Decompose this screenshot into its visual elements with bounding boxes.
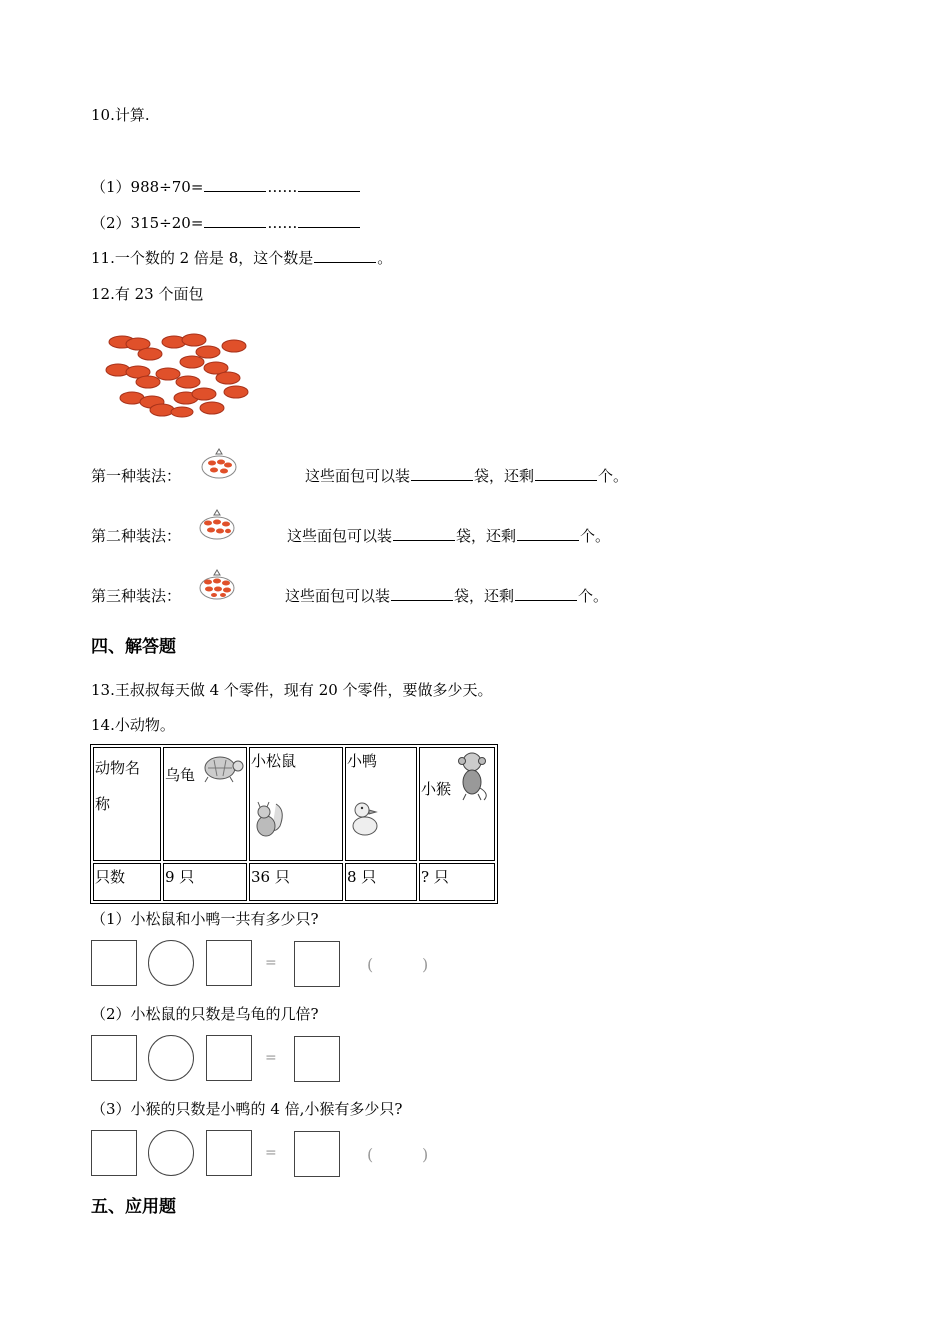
method-2-text3: 个。 (580, 527, 611, 545)
section-5-heading: 五、应用题 (91, 1197, 176, 1217)
operator-circle[interactable] (148, 1130, 194, 1176)
answer-blank[interactable] (204, 226, 266, 228)
header-label-line2: 称 (95, 795, 111, 813)
answer-blank[interactable] (298, 190, 360, 192)
animal-cell-squirrel (249, 747, 343, 861)
method-3-text (285, 585, 608, 606)
count-cell: ? 只 (419, 863, 495, 901)
answer-blank[interactable] (515, 599, 577, 601)
animal-cell-duck (345, 747, 417, 861)
answer-blank[interactable] (391, 599, 453, 601)
q10-title: 10.计算. (91, 106, 150, 124)
count-cell: 9 只 (163, 863, 247, 901)
answer-box[interactable] (91, 1130, 137, 1176)
animal-cell-turtle (163, 747, 247, 861)
q10-item-2-sep: …… (267, 214, 298, 232)
answer-blank[interactable] (393, 539, 455, 541)
method-2-text (287, 525, 610, 546)
q10-item-1-expr: （1）988÷70= (91, 178, 204, 196)
equals-sign: = (265, 1145, 277, 1161)
operator-circle[interactable] (148, 1035, 194, 1081)
table-row (93, 863, 495, 901)
animal-cell-monkey (419, 747, 495, 861)
method-1-label: 第一种装法： (91, 467, 182, 485)
operator-circle[interactable] (148, 940, 194, 986)
equals-sign: = (265, 1050, 277, 1066)
answer-blank[interactable] (204, 190, 266, 192)
paren-close: ) (422, 1145, 429, 1164)
bread-image (104, 328, 254, 420)
q13: 13.王叔叔每天做 4 个零件，现有 20 个零件，要做多少天。 (91, 681, 493, 699)
method-3-text1: 这些面包可以装 (285, 587, 391, 605)
animal-name: 小鸭 (347, 752, 378, 770)
bag-icon (198, 567, 236, 601)
count-cell: 36 只 (249, 863, 343, 901)
paren-open: ( (367, 955, 374, 974)
squirrel-icon (252, 800, 286, 840)
q14-sub-2: （2）小松鼠的只数是乌龟的几倍? (91, 1005, 319, 1023)
answer-box[interactable] (206, 940, 252, 986)
table-header-cell (93, 747, 161, 861)
monkey-icon (454, 750, 492, 802)
q10-item-1 (91, 176, 361, 197)
method-1-text1: 这些面包可以装 (305, 467, 411, 485)
section-4-heading: 四、解答题 (91, 637, 176, 657)
answer-box[interactable] (294, 1131, 340, 1177)
q14-title: 14.小动物。 (91, 716, 175, 734)
equals-sign: = (265, 955, 277, 971)
method-1-text2: 袋，还剩 (474, 467, 535, 485)
q11-text: 11.一个数的 2 倍是 8，这个数是 (91, 249, 314, 267)
answer-box[interactable] (294, 1036, 340, 1082)
answer-box[interactable] (91, 940, 137, 986)
q10-item-2 (91, 212, 361, 233)
animal-table (90, 744, 498, 904)
header-label-line1: 动物名 (95, 759, 141, 777)
q14-sub-1: （1）小松鼠和小鸭一共有多少只? (91, 910, 319, 928)
q11 (91, 247, 392, 268)
answer-blank[interactable] (535, 479, 597, 481)
q10-item-1-sep: …… (267, 178, 298, 196)
answer-box[interactable] (206, 1035, 252, 1081)
answer-blank[interactable] (314, 261, 376, 263)
method-2-label: 第二种装法： (91, 527, 182, 545)
method-2-text2: 袋，还剩 (456, 527, 517, 545)
answer-box[interactable] (206, 1130, 252, 1176)
answer-blank[interactable] (517, 539, 579, 541)
answer-blank[interactable] (298, 226, 360, 228)
q14-sub-3: （3）小猴的只数是小鸭的 4 倍,小猴有多少只? (91, 1100, 403, 1118)
paren-close: ) (422, 955, 429, 974)
bag-icon (198, 507, 236, 541)
q11-end: 。 (377, 249, 393, 267)
count-cell: 8 只 (345, 863, 417, 901)
animal-name: 乌龟 (165, 766, 196, 784)
answer-box[interactable] (91, 1035, 137, 1081)
method-1-text3: 个。 (598, 467, 629, 485)
answer-blank[interactable] (411, 479, 473, 481)
method-1-text (305, 465, 628, 486)
q10-item-2-expr: （2）315÷20= (91, 214, 204, 232)
duck-icon (348, 798, 382, 838)
table-row (93, 747, 495, 861)
method-2-text1: 这些面包可以装 (287, 527, 393, 545)
method-3-text3: 个。 (578, 587, 609, 605)
count-label-cell: 只数 (93, 863, 161, 901)
q12-title: 12.有 23 个面包 (91, 285, 204, 303)
paren-open: ( (367, 1145, 374, 1164)
method-3-text2: 袋，还剩 (454, 587, 515, 605)
method-3-label: 第三种装法： (91, 587, 182, 605)
bag-icon (200, 446, 238, 480)
turtle-icon (200, 750, 244, 784)
animal-name: 小松鼠 (251, 752, 297, 770)
answer-box[interactable] (294, 941, 340, 987)
animal-name: 小猴 (421, 780, 452, 798)
